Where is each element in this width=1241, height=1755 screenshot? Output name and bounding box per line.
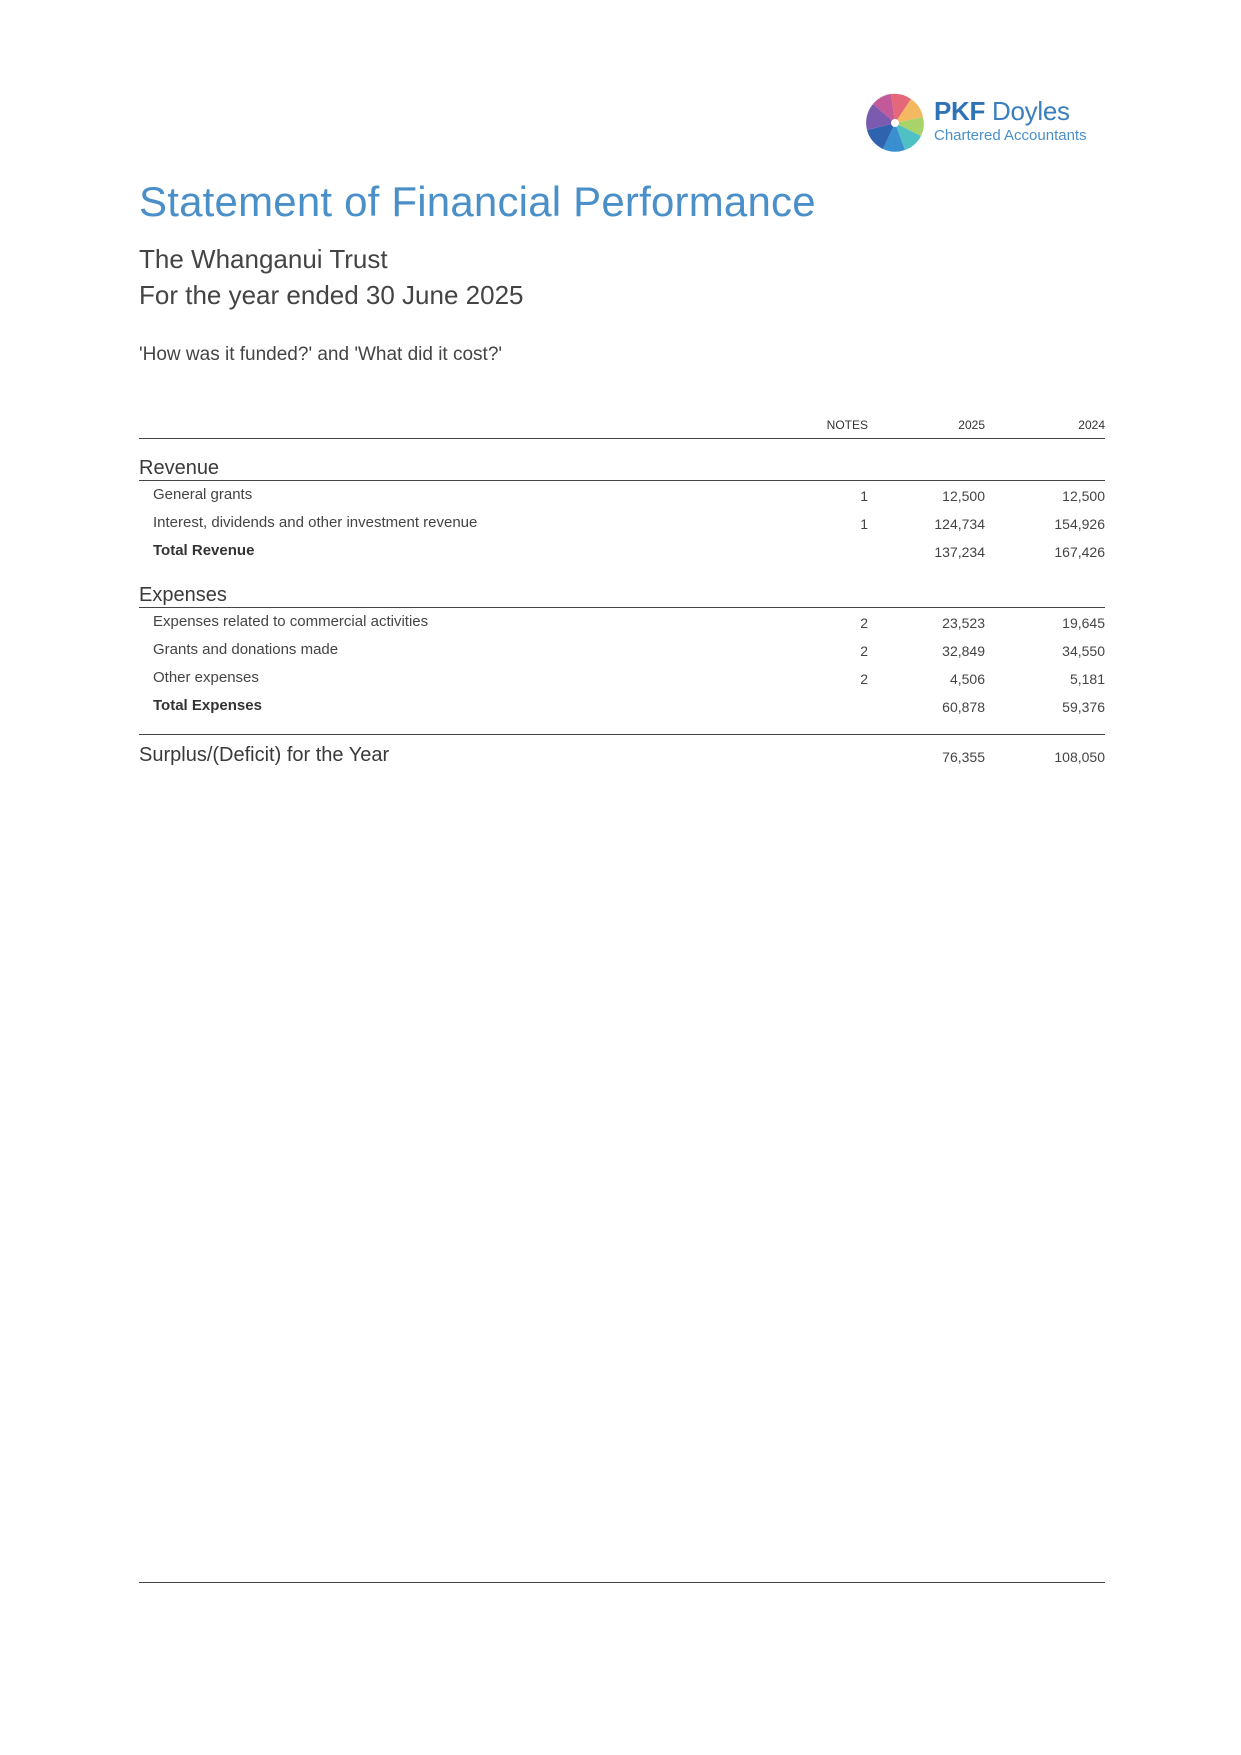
- pkf-doyles-logo: [864, 92, 1104, 154]
- expenses-rule: [139, 607, 1105, 608]
- row-note: 2: [860, 615, 868, 631]
- section-heading-revenue: Revenue: [139, 457, 220, 479]
- total-value-2024: 167,426: [1054, 544, 1105, 560]
- footer-rule: [139, 1582, 1105, 1583]
- row-value-2025: 32,849: [942, 643, 985, 659]
- col-header-2025: 2025: [958, 418, 985, 432]
- row-note: 2: [860, 671, 868, 687]
- row-label: Grants and donations made: [153, 641, 339, 658]
- row-value-2024: 154,926: [1054, 516, 1105, 532]
- col-header-notes: NOTES: [826, 418, 868, 432]
- logo-brand-name: PKF Doyles: [934, 96, 1070, 126]
- row-note: 1: [860, 488, 868, 504]
- page-title: Statement of Financial Performance: [139, 178, 816, 225]
- row-value-2025: 124,734: [934, 516, 985, 532]
- row-label: Interest, dividends and other investment revenue: [153, 514, 478, 531]
- row-label: Other expenses: [153, 669, 259, 686]
- total-label: Total Revenue: [153, 542, 255, 559]
- total-value-2025: 137,234: [934, 544, 985, 560]
- pkf-pinwheel-logo-icon: [864, 92, 926, 154]
- col-header-2024: 2024: [1078, 418, 1105, 432]
- surplus-label: Surplus/(Deficit) for the Year: [139, 744, 390, 766]
- entity-name: The Whanganui Trust: [139, 244, 388, 274]
- reporting-period: For the year ended 30 June 2025: [139, 280, 524, 310]
- logo-tagline: Chartered Accountants: [934, 127, 1087, 144]
- row-note: 2: [860, 643, 868, 659]
- statement-question: 'How was it funded?' and 'What did it cost?': [139, 344, 503, 365]
- surplus-value-2025: 76,355: [942, 749, 985, 765]
- total-value-2025: 60,878: [942, 699, 985, 715]
- row-label: General grants: [153, 486, 253, 503]
- header-rule: [139, 438, 1105, 439]
- surplus-value-2024: 108,050: [1054, 749, 1105, 765]
- row-value-2024: 34,550: [1062, 643, 1105, 659]
- total-label: Total Expenses: [153, 697, 262, 714]
- row-note: 1: [860, 516, 868, 532]
- row-value-2024: 19,645: [1062, 615, 1105, 631]
- row-value-2025: 4,506: [949, 671, 985, 687]
- row-value-2025: 12,500: [942, 488, 985, 504]
- surplus-rule: [139, 734, 1105, 735]
- row-value-2024: 12,500: [1062, 488, 1105, 504]
- section-heading-expenses: Expenses: [139, 584, 227, 606]
- row-value-2024: 5,181: [1069, 671, 1105, 687]
- total-value-2024: 59,376: [1062, 699, 1105, 715]
- row-label: Expenses related to commercial activities: [153, 613, 429, 630]
- row-value-2025: 23,523: [942, 615, 985, 631]
- revenue-rule: [139, 480, 1105, 481]
